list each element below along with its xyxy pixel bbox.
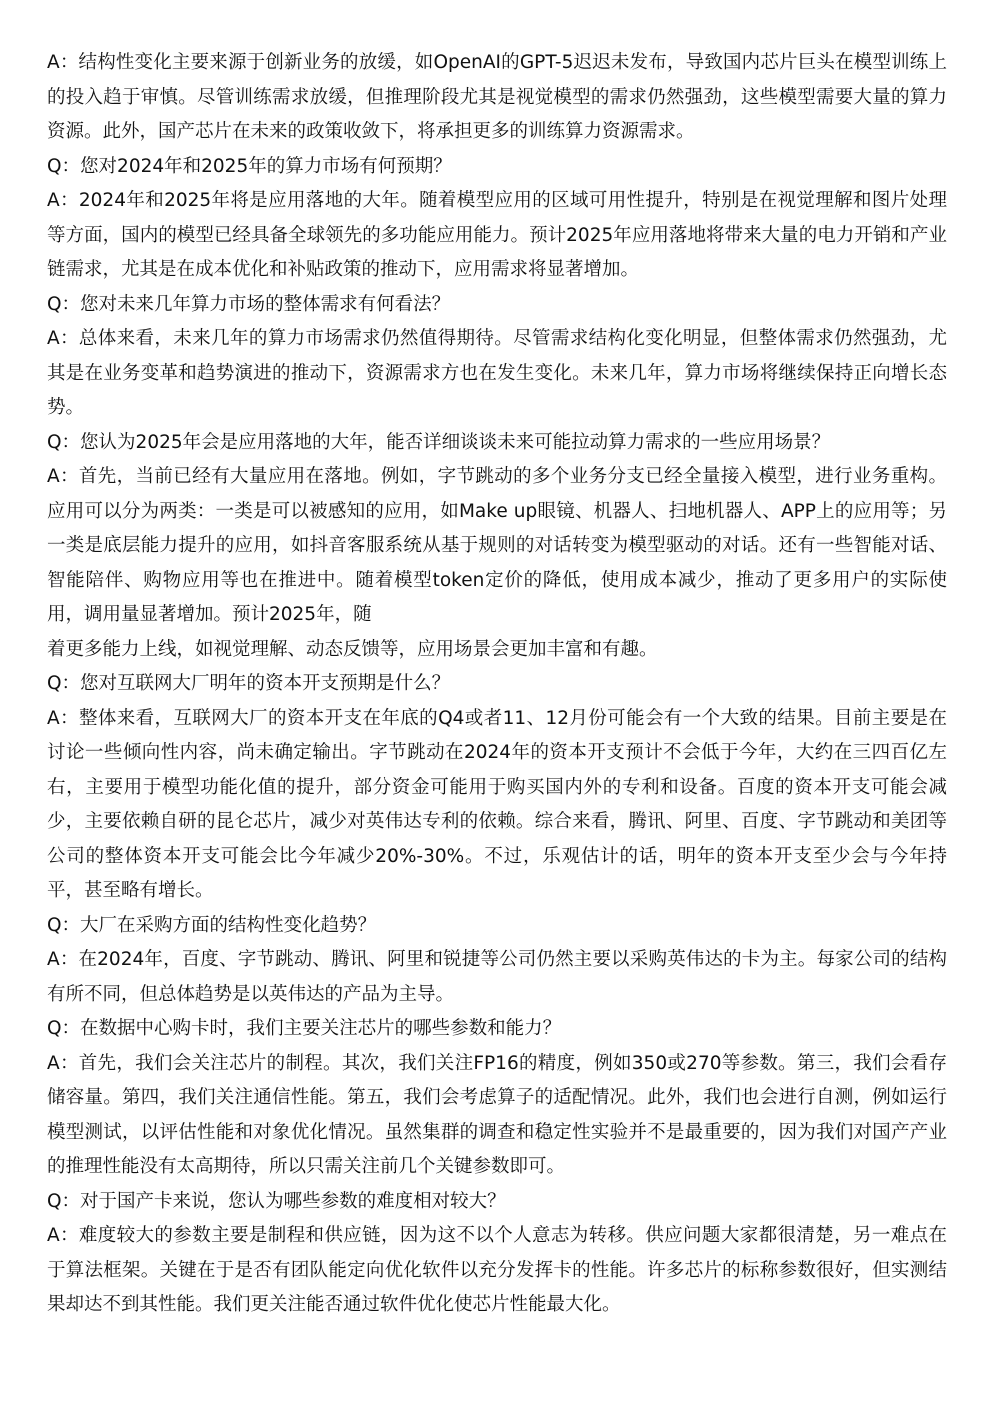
answer-paragraph-application-scenarios-part2: 着更多能力上线，如视觉理解、动态反馈等，应用场景会更加丰富和有趣。 xyxy=(47,638,658,660)
answer-paragraph-procurement-trend: A：在2024年，百度、字节跳动、腾讯、阿里和锐捷等公司仍然主要以采购英伟达的卡为主。每家公司的结构有所不同，但总体趋势是以英伟达的产品为主导。 xyxy=(47,949,947,1005)
answer-paragraph-chip-parameters: A：首先，我们会关注芯片的制程。其次，我们关注FP16的精度，例如350或270等参数。第三，我们会看存储容量。第四，我们关注通信性能。第五，我们会考虑算子的适配情况。此外，我们也会进行自测，例如运行模型测试，以评估性能和对象优化情况。虽然集群的调查和稳定性实验并不是最重要的，因为我们对国产产业的推理性能没有太高期待，所以只需关注前几个关键参数即可。 xyxy=(47,1052,947,1177)
question-chip-parameters: Q：在数据中心购卡时，我们主要关注芯片的哪些参数和能力？ xyxy=(47,1018,562,1039)
answer-paragraph-domestic-chip-difficulty: A：难度较大的参数主要是制程和供应链，因为这不以个人意志为转移。供应问题大家都很清楚，另一难点在于算法框架。关键在于是否有团队能定向优化软件以充分发挥卡的性能。许多芯片的标称参数很好，但实测结果却达不到其性能。我们更关注能否通过软件优化使芯片性能最大化。 xyxy=(47,1225,947,1315)
answer-paragraph-application-scenarios-part1: A：首先，当前已经有大量应用在落地。例如，字节跳动的多个业务分支已经全量接入模型，进行业务重构。应用可以分为两类：一类是可以被感知的应用，如Make up眼镜、机器人、扫地机器人、APP上的应用等；另一类是底层能力提升的应用，如抖音客服系统从基于规则的对话转变为模型驱动的对话。还有一些智能对话、智能陪伴、购物应用等也在推进中。随着模型token定价的降低，使用成本减少，推动了更多用户的实际使用，调用量显著增加。预计2025年，随 xyxy=(47,466,947,625)
question-procurement-trend: Q：大厂在采购方面的结构性变化趋势？ xyxy=(47,914,377,936)
answer-paragraph-application-scenarios xyxy=(47,460,947,667)
question-overall-demand: Q：您对未来几年算力市场的整体需求有何看法？ xyxy=(47,293,451,315)
question-domestic-chip-difficulty: Q：对于国产卡来说，您认为哪些参数的难度相对较大？ xyxy=(47,1190,506,1212)
question-application-scenarios: Q：您认为2025年会是应用落地的大年，能否详细谈谈未来可能拉动算力需求的一些应用场景？ xyxy=(47,431,831,453)
document-page xyxy=(47,46,947,1323)
answer-paragraph-overall-demand: A：总体来看，未来几年的算力市场需求仍然值得期待。尽管需求结构化变化明显，但整体需求仍然强劲，尤其是在业务变革和趋势演进的推动下，资源需求方也在发生变化。未来几年，算力市场将继续保持正向增长态势。 xyxy=(47,328,947,418)
answer-paragraph-market-expectation: A：2024年和2025年将是应用落地的大年。随着模型应用的区域可用性提升，特别是在视觉理解和图片处理等方面，国内的模型已经具备全球领先的多功能应用能力。预计2025年应用落地将带来大量的电力开销和产业链需求，尤其是在成本优化和补贴政策的推动下，应用需求将显著增加。 xyxy=(47,190,947,280)
answer-paragraph-structural-change: A：结构性变化主要来源于创新业务的放缓，如OpenAI的GPT-5迟迟未发布，导致国内芯片巨头在模型训练上的投入趋于审慎。尽管训练需求放缓，但推理阶段尤其是视觉模型的需求仍然强劲，这些模型需要大量的算力资源。此外，国产芯片在未来的政策收敛下，将承担更多的训练算力资源需求。 xyxy=(47,52,947,142)
question-market-expectation: Q：您对2024年和2025年的算力市场有何预期？ xyxy=(47,155,452,177)
question-capex-expectation: Q：您对互联网大厂明年的资本开支预期是什么？ xyxy=(47,673,451,694)
answer-paragraph-capex-expectation: A：整体来看，互联网大厂的资本开支在年底的Q4或者11、12月份可能会有一个大致的结果。目前主要是在讨论一些倾向性内容，尚未确定输出。字节跳动在2024年的资本开支预计不会低于今年，大约在三四百亿左右，主要用于模型功能化值的提升，部分资金可能用于购买国内外的专利和设备。百度的资本开支可能会减少，主要依赖自研的昆仑芯片，减少对英伟达专利的依赖。综合来看，腾讯、阿里、百度、字节跳动和美团等公司的整体资本开支可能会比今年减少20%-30%。不过，乐观估计的话，明年的资本开支至少会与今年持平，甚至略有增长。 xyxy=(47,707,947,901)
